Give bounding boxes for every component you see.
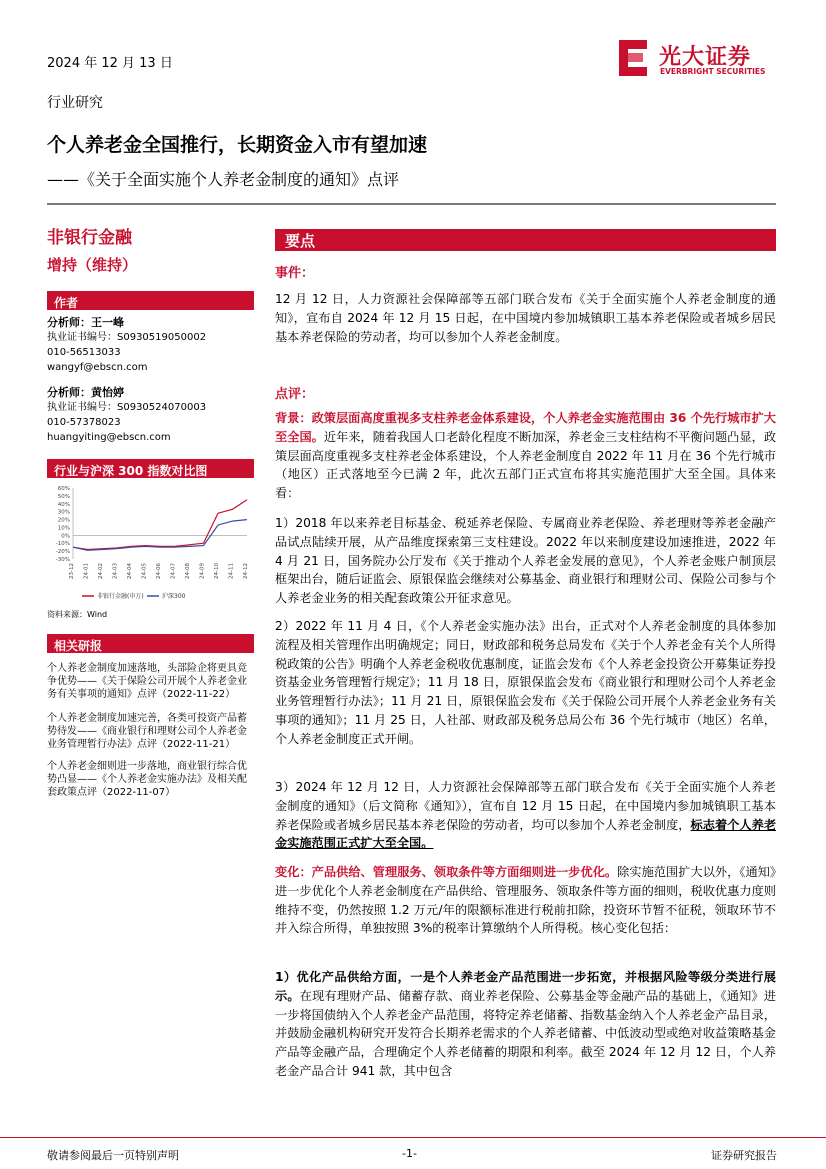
change-paragraph bbox=[275, 863, 776, 938]
history-paragraph-2: 2）2022 年 11 月 4 日，《个人养老金实施办法》出台，正式对个人养老金制度的具体参加流程及相关管理作出明确规定；同日，财政部和税务总局发布《关于个人养老金有关个人所得税政策的公告》明确个人养老金税收优惠制度，证监会发布《个人养老金投资公开募集证券投资基金业务管理暂行规定》；11 月 18 日，原银保监会发布《商业银行和理财公司个人养老金业务管理暂行办法》；11 月 21 日，原银保监会发布《关于保险公司开展个人养老金业务有关事项的通知》；11 月 25 日，人社部、财政部及税务总局公布 36 个先行城市（地区）名单，个人养老金制度正式开闸。 bbox=[275, 619, 776, 746]
y-tick-label: 50% bbox=[57, 493, 70, 500]
analyst-cert: 执业证书编号：S0930524070003 bbox=[47, 402, 207, 413]
analyst-block bbox=[47, 385, 206, 445]
analyst-phone: 010-56513033 bbox=[47, 347, 121, 358]
related-header: 相关研报 bbox=[47, 634, 254, 653]
x-tick-label: 24-07 bbox=[170, 563, 177, 579]
y-tick-label: 30% bbox=[57, 509, 70, 516]
footer-report-type: 证券研究报告 bbox=[711, 1149, 777, 1162]
y-tick-label: 10% bbox=[57, 525, 70, 532]
x-tick-label: 24-02 bbox=[98, 563, 104, 579]
related-report-link[interactable]: 个人养老金制度加速落地，头部险企将更具竞争优势——《关于保险公司开展个人养老金业务有关事项的通知》点评（2022-11-22） bbox=[47, 663, 247, 700]
logo-mark-icon bbox=[617, 38, 651, 78]
analyst-phone: 010-57378023 bbox=[47, 417, 121, 428]
report-date: 2024 年 12 月 13 日 bbox=[47, 56, 173, 71]
rating: 增持（维持） bbox=[47, 256, 138, 274]
p3-text: 3）2024 年 12 月 12 日，人力资源社会保障部等五部门联合发布《关于全面实施个人养老金制度的通知》（后文简称《通知》），宣布自 12 月 15 日起，在中国境内参加城镇职工基本养老保险或者城乡居民基本养老保险的劳动者，均可以参加个人养老金制度， bbox=[275, 780, 776, 832]
y-tick-label: 60% bbox=[57, 486, 70, 492]
index-comparison-chart bbox=[47, 482, 254, 622]
x-tick-label: 24-04 bbox=[127, 563, 133, 579]
legend-label: 沪深300 bbox=[162, 593, 186, 600]
p3-underlined: 标志着个人养老金实施范围正式扩大至全国。 bbox=[275, 817, 777, 851]
logo-cn-text: 光大证券 bbox=[659, 45, 752, 70]
report-title: 个人养老金全国推行，长期资金入市有望加速 bbox=[47, 134, 428, 156]
y-tick-label: -30% bbox=[55, 557, 70, 563]
key-points-header: 要点 bbox=[275, 229, 776, 251]
x-tick-label: 23-12 bbox=[69, 563, 75, 579]
history-paragraph-1: 1）2018 年以来养老目标基金、税延养老保险、专属商业养老保险、养老理财等养老金融产品试点陆续开展，从产品维度探索第三支柱建设。2022 年以来制度建设加速推进，2022 年 4 月 21 日，国务院办公厅发布《关于推动个人养老金发展的意见》，个人养老金账户制顶层框架出台，随后证监会、原银保监会继续对公募基金、商业银行和理财公司、保险公司参与个人养老金业务的相关配套政策公开征求意见。 bbox=[275, 516, 776, 606]
footer-divider bbox=[0, 1137, 826, 1138]
event-label: 事件： bbox=[275, 266, 315, 281]
page-number: -1- bbox=[402, 1147, 417, 1160]
x-tick-label: 24-12 bbox=[243, 563, 249, 579]
x-tick-label: 24-08 bbox=[185, 563, 191, 579]
y-tick-label: -10% bbox=[55, 541, 70, 548]
report-type: 行业研究 bbox=[47, 95, 103, 111]
series-line bbox=[73, 520, 247, 551]
x-tick-label: 24-06 bbox=[156, 563, 162, 579]
analyst-name: 分析师：黄怡婷 bbox=[47, 386, 124, 399]
legend-label: 非银行金融(申万) bbox=[97, 593, 144, 600]
analyst-name: 分析师：王一峰 bbox=[47, 316, 124, 329]
related-report-link[interactable]: 个人养老金细则进一步落地，商业银行综合优势凸显——《个人养老金实施办法》及相关配套政策点评（2022-11-07） bbox=[47, 761, 247, 798]
event-paragraph: 12 月 12 日，人力资源社会保障部等五部门联合发布《关于全面实施个人养老金制度的通知》，宣布自 2024 年 12 月 15 日起，在中国境内参加城镇职工基本养老保险或者城乡居民基本养老保险的劳动者，均可以参加个人养老金制度。 bbox=[275, 292, 776, 344]
sector-name: 非银行金融 bbox=[47, 228, 132, 248]
authors-header: 作者 bbox=[47, 291, 254, 310]
y-tick-label: 40% bbox=[57, 501, 70, 508]
y-tick-label: 0% bbox=[61, 533, 70, 540]
analyst-email[interactable]: wangyf@ebscn.com bbox=[47, 362, 148, 373]
supply-text: 在现有理财产品、储蓄存款、商业养老保险、公募基金等金融产品的基础上，《通知》进一步将国债纳入个人养老金产品范围，将特定养老储蓄、指数基金纳入个人养老金产品目录，并鼓励金融机构研究开发符合长期养老需求的个人养老储蓄、中低波动型或绝对收益策略基金产品等金融产品，合理确定个人养老储蓄的期限和利率。截至 2024 年 12 月 12 日，个人养老金产品合计 941 款，其中包含 bbox=[275, 988, 776, 1078]
footer-disclaimer: 敬请参阅最后一页特别声明 bbox=[47, 1149, 179, 1162]
comment-label: 点评： bbox=[275, 387, 315, 402]
report-subtitle: ——《关于全面实施个人养老金制度的通知》点评 bbox=[47, 170, 400, 189]
history-paragraph-3 bbox=[275, 778, 776, 853]
supply-lead: 1）优化产品供给方面，一是个人养老金产品范围进一步拓宽，并根据风险等级分类进行展示。 bbox=[275, 970, 776, 1003]
analyst-block bbox=[47, 315, 206, 375]
background-text: 近年来，随着我国人口老龄化程度不断加深，养老金三支柱结构不平衡问题凸显，政策层面高度重视多支柱养老金体系建设，个人养老金制度自 2022 年 11 月在 36 个先行城市（地区）正式落地至今已满 2 年，此次五部门正式宣布将其实施范围扩大至全国。具体来看： bbox=[275, 429, 777, 501]
x-tick-label: 24-05 bbox=[141, 563, 148, 579]
x-tick-label: 24-03 bbox=[112, 563, 119, 579]
x-tick-label: 24-10 bbox=[214, 563, 220, 579]
logo-en-text: EVERBRIGHT SECURITIES bbox=[660, 67, 766, 76]
y-tick-label: 20% bbox=[57, 517, 70, 524]
background-paragraph bbox=[275, 409, 776, 503]
supply-paragraph bbox=[275, 968, 776, 1081]
background-lead: 背景：政策层面高度重视多支柱养老金体系建设，个人养老金实施范围由 36 个先行城市扩大至全国。 bbox=[275, 411, 776, 444]
related-report-link[interactable]: 个人养老金制度加速完善，各类可投资产品蓄势待发——《商业银行和理财公司个人养老金业务管理暂行办法》点评（2022-11-21） bbox=[47, 713, 247, 750]
y-tick-label: -20% bbox=[55, 549, 70, 556]
chart-source: 资料来源：Wind bbox=[47, 610, 108, 619]
x-tick-label: 24-01 bbox=[83, 563, 90, 579]
chart-header: 行业与沪深 300 指数对比图 bbox=[47, 459, 254, 478]
x-tick-label: 24-11 bbox=[228, 563, 235, 579]
analyst-cert: 执业证书编号：S0930519050002 bbox=[47, 332, 207, 343]
analyst-email[interactable]: huangyiting@ebscn.com bbox=[47, 432, 171, 443]
everbright-logo bbox=[617, 38, 787, 82]
change-lead: 变化：产品供给、管理服务、领取条件等方面细则进一步优化。 bbox=[275, 865, 618, 879]
title-divider bbox=[47, 203, 776, 205]
change-text: 除实施范围扩大以外，《通知》进一步优化个人养老金制度在产品供给、管理服务、领取条件等方面的细则，税收优惠力度则维持不变，仍然按照 1.2 万元/年的限额标准进行税前扣除，投资环节暂不征税，领取环节不并入综合所得，单独按照 3%的税率计算缴纳个人所得税。核心变化包括： bbox=[275, 865, 776, 936]
x-tick-label: 24-09 bbox=[199, 563, 206, 579]
